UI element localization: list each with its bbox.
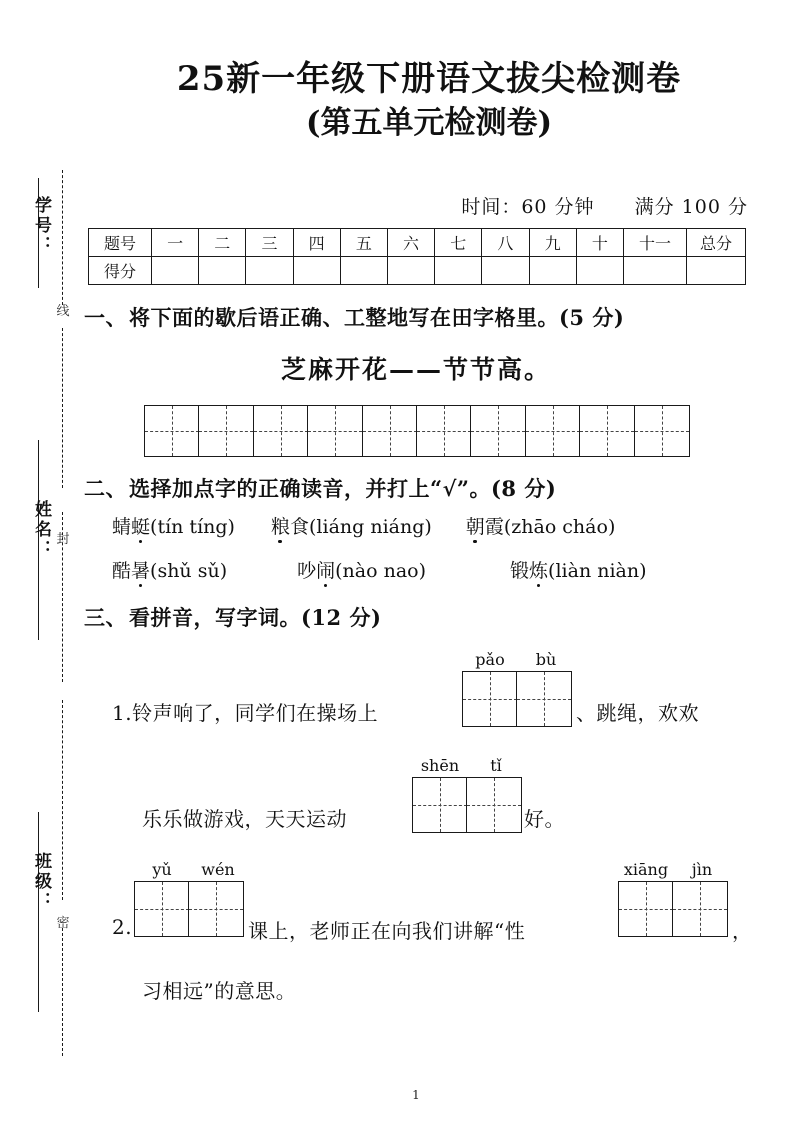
score-col-4: 四 bbox=[293, 229, 340, 257]
pinyin-label: shēn bbox=[420, 756, 460, 775]
score-col-10: 十 bbox=[576, 229, 623, 257]
tianzige-cell[interactable] bbox=[188, 881, 244, 937]
tianzige-cell[interactable] bbox=[144, 405, 200, 457]
score-cell-1[interactable] bbox=[152, 257, 199, 285]
page-body bbox=[84, 0, 774, 1122]
title-line-2: (第五单元检测卷) bbox=[305, 104, 553, 141]
word-plain: 霞 bbox=[484, 516, 504, 538]
question-3-2-text-tail: ， bbox=[732, 919, 753, 943]
pronunciation-item[interactable] bbox=[510, 556, 647, 583]
pinyin-options[interactable]: (liàn niàn) bbox=[548, 560, 647, 582]
tianzige-cell[interactable] bbox=[198, 405, 254, 457]
pinyin-label-row bbox=[618, 862, 730, 878]
score-cell-7[interactable] bbox=[435, 257, 482, 285]
exam-full-score-label: 满分 100 分 bbox=[634, 196, 748, 218]
pronunciation-item[interactable] bbox=[112, 556, 227, 583]
pinyin-options[interactable]: (shǔ sǔ) bbox=[150, 560, 228, 582]
score-table-score-label: 得分 bbox=[89, 257, 152, 285]
score-col-3: 三 bbox=[246, 229, 293, 257]
question-3-text: 看拼音，写字词。 bbox=[129, 605, 301, 630]
question-3-1-line2-before: 乐乐做游戏，天天运动 bbox=[142, 807, 347, 831]
seal-dashed-line-1 bbox=[62, 170, 63, 305]
score-cell-6[interactable] bbox=[387, 257, 434, 285]
score-col-5: 五 bbox=[340, 229, 387, 257]
seal-label-student-id: 学号： bbox=[31, 196, 51, 256]
word-dotted: 粮 bbox=[271, 512, 290, 539]
tianzige-pair[interactable] bbox=[618, 881, 730, 937]
question-1-points: (5 分) bbox=[559, 305, 625, 330]
question-3-1-text-before: 1.铃声响了，同学们在操场上 bbox=[112, 701, 379, 725]
question-2-heading bbox=[84, 473, 556, 503]
score-col-11: 十一 bbox=[624, 229, 687, 257]
score-col-2: 二 bbox=[199, 229, 246, 257]
question-1-tianzige-grid[interactable] bbox=[144, 405, 688, 457]
seal-char-mi: 密 bbox=[56, 916, 70, 931]
pinyin-label-row bbox=[412, 758, 524, 774]
tianzige-cell[interactable] bbox=[672, 881, 728, 937]
question-2-text: 选择加点字的正确读音，并打上“√”。 bbox=[129, 476, 491, 501]
word-dotted: 炼 bbox=[529, 556, 548, 583]
question-3-2-text-mid: 课上，老师正在向我们讲解“性 bbox=[248, 919, 526, 943]
question-1-phrase: 芝麻开花——节节高。 bbox=[280, 355, 551, 384]
title-line-1: 25新一年级下册语文拔尖检测卷 bbox=[176, 59, 682, 99]
tianzige-pair[interactable] bbox=[134, 881, 246, 937]
tianzige-cell[interactable] bbox=[362, 405, 418, 457]
score-col-7: 七 bbox=[435, 229, 482, 257]
seal-char-feng: 封 bbox=[56, 532, 70, 547]
exam-time-label: 时间：60 分钟 bbox=[461, 196, 595, 218]
pinyin-label: jìn bbox=[691, 860, 713, 879]
score-cell-3[interactable] bbox=[246, 257, 293, 285]
seal-solid-line-bottom bbox=[38, 812, 39, 1012]
score-cell-9[interactable] bbox=[529, 257, 576, 285]
seal-dashed-line-2 bbox=[62, 328, 63, 488]
seal-dashed-line-4 bbox=[62, 700, 63, 900]
pronunciation-item[interactable] bbox=[297, 556, 426, 583]
question-3-2-number: 2. bbox=[112, 915, 133, 939]
word-plain: 蜻 bbox=[112, 516, 132, 538]
question-1-number: 一、 bbox=[84, 305, 127, 330]
question-3-2-line2: 习相远”的意思。 bbox=[142, 979, 297, 1003]
tianzige-cell[interactable] bbox=[307, 405, 363, 457]
question-3-number: 三、 bbox=[84, 605, 127, 630]
score-table bbox=[88, 228, 746, 285]
question-1-heading bbox=[84, 302, 624, 332]
seal-margin bbox=[0, 0, 80, 1122]
question-2-number: 二、 bbox=[84, 476, 127, 501]
question-3-heading bbox=[84, 602, 381, 632]
word-dotted: 闹 bbox=[316, 556, 335, 583]
question-2-points: (8 分) bbox=[490, 476, 557, 501]
pinyin-label: bù bbox=[535, 650, 557, 669]
exam-meta bbox=[84, 192, 748, 219]
score-cell-2[interactable] bbox=[199, 257, 246, 285]
tianzige-cell[interactable] bbox=[412, 777, 468, 833]
seal-char-xian: 线 bbox=[56, 304, 70, 319]
score-table-header-label: 题号 bbox=[89, 229, 152, 257]
tianzige-cell[interactable] bbox=[253, 405, 309, 457]
page-title bbox=[84, 58, 774, 143]
seal-label-class: 班级： bbox=[31, 852, 51, 912]
table-row-score bbox=[89, 257, 746, 285]
pronunciation-item[interactable] bbox=[112, 512, 235, 539]
seal-dashed-line-5 bbox=[62, 928, 63, 1056]
pinyin-options[interactable]: (liáng niáng) bbox=[309, 516, 432, 538]
pinyin-label: wén bbox=[201, 860, 235, 879]
pinyin-options[interactable]: (tín tíng) bbox=[150, 516, 235, 538]
question-1-text: 将下面的歇后语正确、工整地写在田字格里。 bbox=[129, 305, 559, 330]
answer-grid-yuwen[interactable] bbox=[134, 862, 246, 937]
word-plain: 酷 bbox=[112, 560, 132, 582]
word-plain: 吵 bbox=[297, 560, 317, 582]
seal-dashed-line-3 bbox=[62, 512, 63, 682]
seal-label-name: 姓名： bbox=[31, 500, 51, 560]
word-dotted: 朝 bbox=[466, 512, 485, 539]
pinyin-label: xiāng bbox=[623, 860, 669, 879]
pinyin-label-row bbox=[462, 652, 574, 668]
pinyin-options[interactable]: (zhāo cháo) bbox=[503, 516, 616, 538]
tianzige-cell[interactable] bbox=[516, 671, 572, 727]
pinyin-label-row bbox=[134, 862, 246, 878]
tianzige-cell[interactable] bbox=[525, 405, 581, 457]
tianzige-cell[interactable] bbox=[466, 777, 522, 833]
table-row-header bbox=[89, 229, 746, 257]
score-cell-11[interactable] bbox=[624, 257, 687, 285]
tianzige-cell[interactable] bbox=[462, 671, 518, 727]
score-cell-4[interactable] bbox=[293, 257, 340, 285]
word-plain: 食 bbox=[289, 516, 309, 538]
pronunciation-item[interactable] bbox=[271, 512, 432, 539]
pinyin-label: tǐ bbox=[490, 756, 502, 775]
tianzige-pair[interactable] bbox=[462, 671, 574, 727]
answer-grid-xiangjin[interactable] bbox=[618, 862, 730, 937]
word-dotted: 暑 bbox=[131, 556, 150, 583]
score-cell-10[interactable] bbox=[576, 257, 623, 285]
answer-grid-shenti[interactable] bbox=[412, 758, 524, 833]
question-2-row-1 bbox=[112, 512, 752, 539]
question-3-points: (12 分) bbox=[301, 605, 382, 630]
score-col-9: 九 bbox=[529, 229, 576, 257]
score-col-total: 总分 bbox=[687, 229, 746, 257]
pinyin-options[interactable]: (nào nao) bbox=[335, 560, 427, 582]
tianzige-cell[interactable] bbox=[416, 405, 472, 457]
score-cell-total[interactable] bbox=[687, 257, 746, 285]
question-3-1-line2-after: 好。 bbox=[524, 807, 565, 831]
tianzige-cell[interactable] bbox=[634, 405, 690, 457]
score-cell-5[interactable] bbox=[340, 257, 387, 285]
word-dotted: 蜓 bbox=[131, 512, 150, 539]
score-cell-8[interactable] bbox=[482, 257, 529, 285]
tianzige-cell[interactable] bbox=[134, 881, 190, 937]
tianzige-cell[interactable] bbox=[470, 405, 526, 457]
page-number: 1 bbox=[412, 1088, 420, 1102]
question-3-1-text-after: 、跳绳，欢欢 bbox=[576, 701, 699, 725]
question-2-row-2 bbox=[112, 556, 752, 583]
tianzige-cell[interactable] bbox=[618, 881, 674, 937]
pinyin-label: pǎo bbox=[475, 650, 505, 669]
tianzige-pair[interactable] bbox=[412, 777, 524, 833]
word-plain: 锻 bbox=[510, 560, 530, 582]
score-col-6: 六 bbox=[387, 229, 434, 257]
pronunciation-item[interactable] bbox=[466, 512, 616, 539]
tianzige-cell[interactable] bbox=[579, 405, 635, 457]
pinyin-label: yǔ bbox=[152, 860, 172, 879]
answer-grid-paobu[interactable] bbox=[462, 652, 574, 727]
score-col-8: 八 bbox=[482, 229, 529, 257]
score-col-1: 一 bbox=[152, 229, 199, 257]
